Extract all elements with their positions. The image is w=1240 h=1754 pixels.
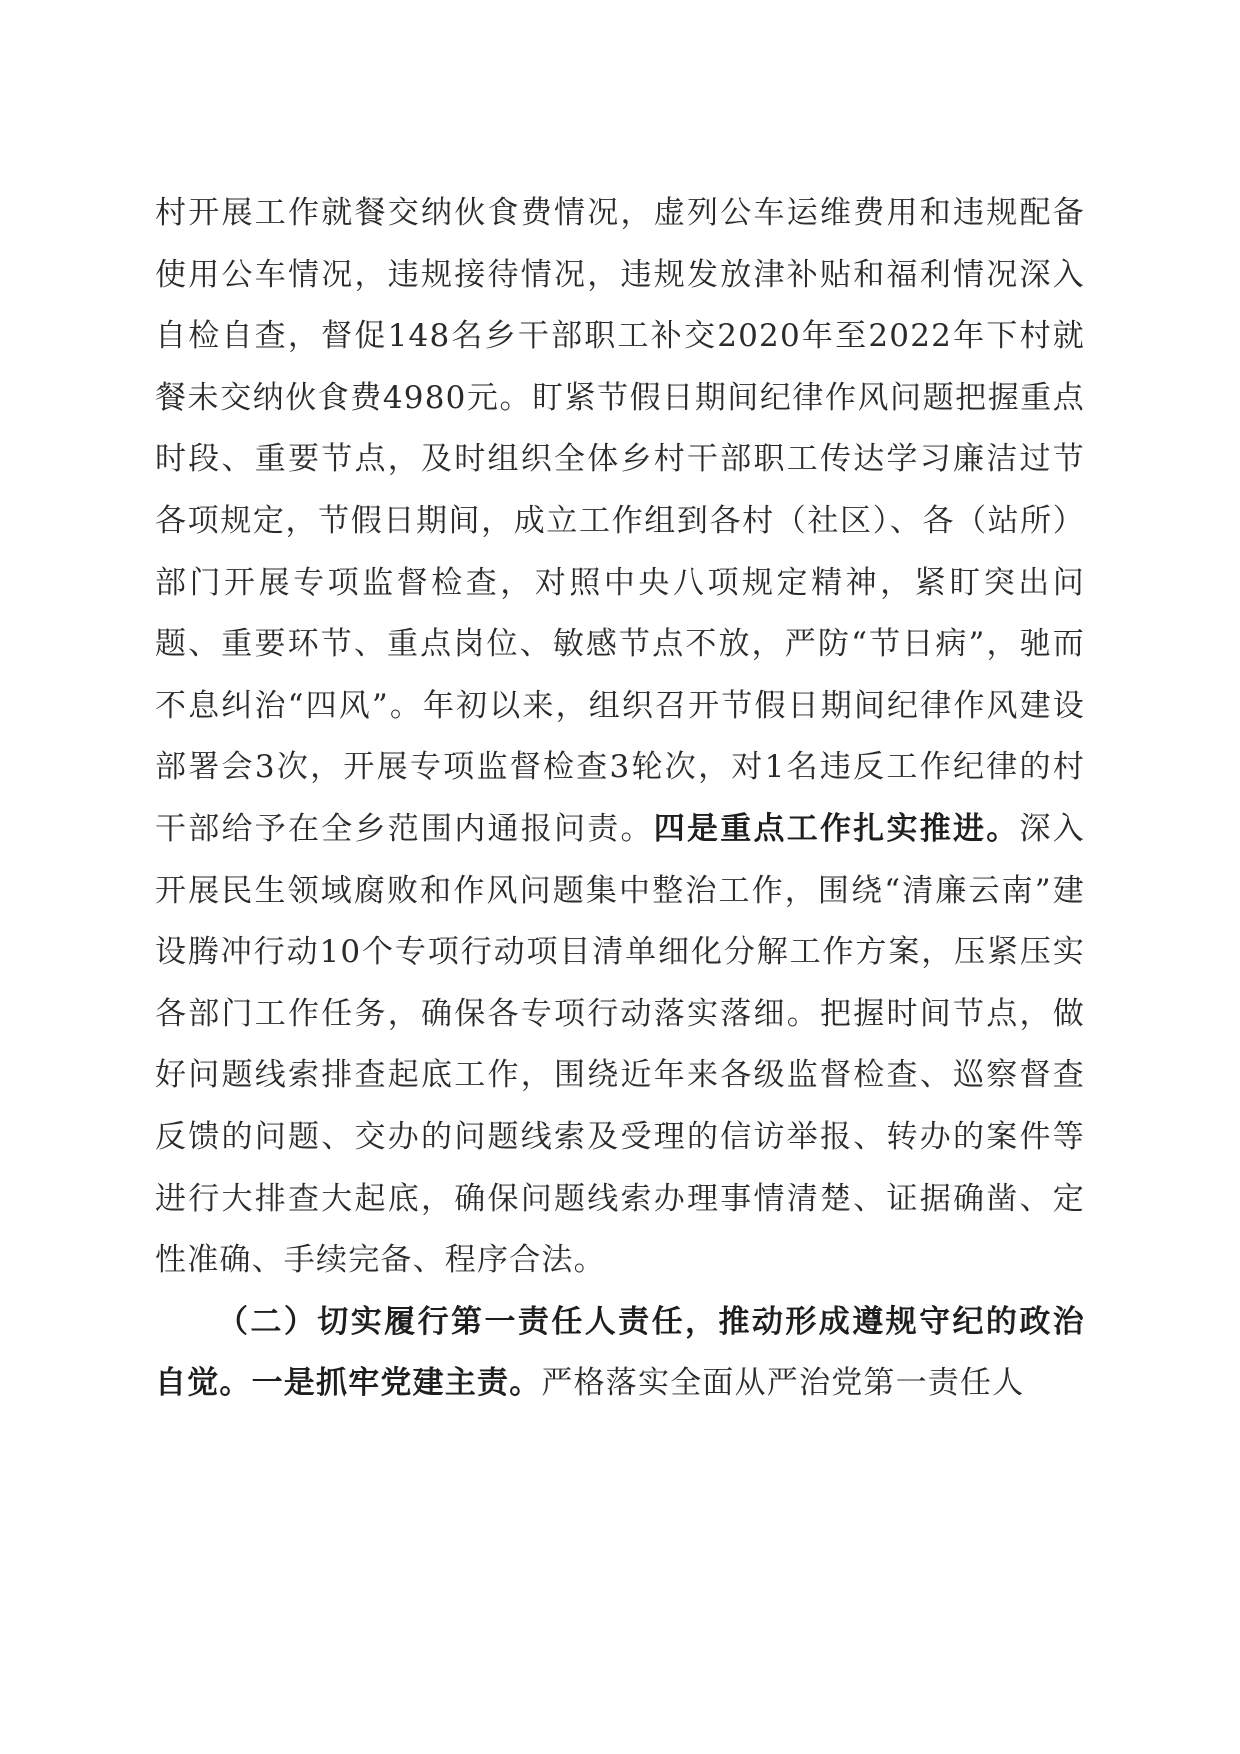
paragraph-text: 村开展工作就餐交纳伙食费情况，虚列公车运维费用和违规配备使用公车情况，违规接待情况，违规发放津补贴和福利情况深入自检自查，督促148名乡干部职工补交2020年至2022年下村就餐未交纳伙食费4980元。盯紧节假日期间纪律作风问题把握重点时段、重要节点，及时组织全体乡村干部职工传达学习廉洁过节各项规定，节假日期间，成立工作组到各村（社区）、各（站所）部门开展专项监督检查，对照中央八项规定精神，紧盯突出问题、重要环节、重点岗位、敏感节点不放，严防“节日病”，驰而不息纠治“四风”。年初以来，组织召开节假日期间纪律作风建设部署会3次，开展专项监督检查3轮次，对1名违反工作纪律的村干部给予在全乡范围内通报问责。 <box>155 195 1085 847</box>
paragraph-text: 严格落实全面从严治党第一责任人 <box>541 1365 1025 1402</box>
paragraph-text: 深入开展民生领域腐败和作风问题集中整治工作，围绕“清廉云南”建设腾冲行动10个专项行动项目清单细化分解工作方案，压紧压实各部门工作任务，确保各专项行动落实落细。把握时间节点，做好问题线索排查起底工作，围绕近年来各级监督检查、巡察督查反馈的问题、交办的问题线索及受理的信访举报、转办的案件等进行大排查大起底，确保问题线索办理事情清楚、证据确凿、定性准确、手续完备、程序合法。 <box>155 810 1085 1279</box>
paragraph-continued <box>155 183 1085 1292</box>
section-heading: （二）切实履行第一责任人责任，推动形成遵规守纪的政治自觉。一是抓牢党建主责。 <box>155 1303 1085 1402</box>
document-body <box>155 183 1085 1415</box>
section-heading-inline: 四是重点工作扎实推进。 <box>653 810 1020 847</box>
paragraph-section-two <box>155 1292 1085 1415</box>
